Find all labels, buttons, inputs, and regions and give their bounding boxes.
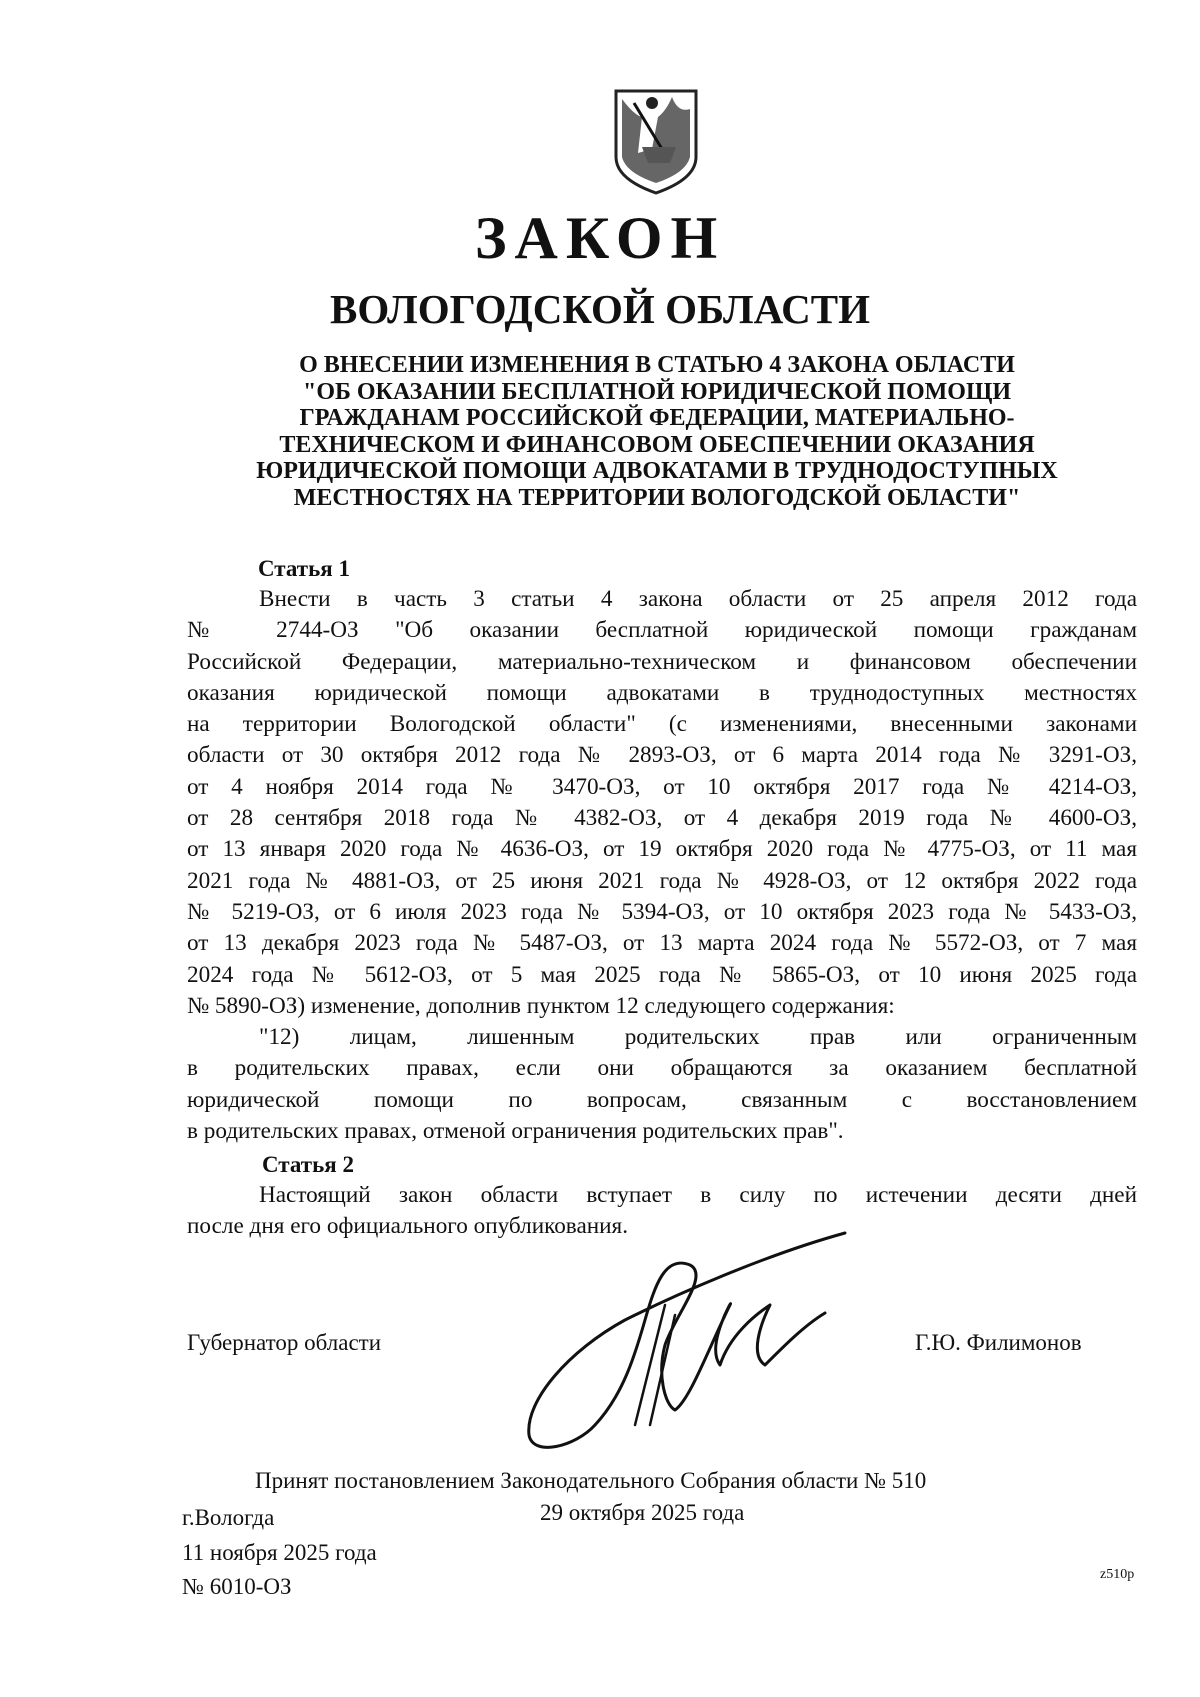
text-line: № 5219-ОЗ, от 6 июля 2023 года № 5394-ОЗ, от 10 октября 2023 года № 5433-ОЗ, [187,898,1137,925]
subject-line: О ВНЕСЕНИИ ИЗМЕНЕНИЯ В СТАТЬЮ 4 ЗАКОНА ОБЛАСТИ [299,352,1015,378]
region-title: ВОЛОГОДСКОЙ ОБЛАСТИ [329,286,871,332]
article-1-body [187,584,1137,1147]
law-number: № 6010-ОЗ [182,1574,292,1599]
text-line: области от 30 октября 2012 года № 2893-ОЗ, от 6 марта 2014 года № 3291-ОЗ, [187,742,1137,769]
adoption-note: Принят постановлением Законодательного Собрания области № 510 [255,1468,927,1493]
subject-line: МЕСТНОСТЯХ НА ТЕРРИТОРИИ ВОЛОГОДСКОЙ ОБЛАСТИ" [293,484,1021,511]
document-code: z510p [1100,1567,1135,1582]
text-line: в родительских правах, отменой ограничения родительских прав". [187,1118,844,1145]
text-line: от 28 сентября 2018 года № 4382-ОЗ, от 4 декабря 2019 года № 4600-ОЗ, [187,805,1137,832]
document-title: ЗАКОН [474,205,726,271]
subject-line: ЮРИДИЧЕСКОЙ ПОМОЩИ АДВОКАТАМИ В ТРУДНОДОСТУПНЫХ [256,458,1058,484]
text-line: "12) лицам, лишенным родительских прав или ограниченным [259,1024,1137,1051]
article-2-heading: Статья 2 [262,1152,354,1177]
place-city: г.Вологда [182,1505,275,1530]
adoption-date: 29 октября 2025 года [540,1500,745,1525]
text-line: в родительских правах, если они обращаются за оказанием бесплатной [187,1055,1137,1082]
signatory-name: Г.Ю. Филимонов [915,1330,1082,1355]
handwritten-signature [515,1225,855,1455]
text-line: Российской Федерации, материально-техническом и финансовом обеспечении [187,648,1137,675]
text-line: № 2744-ОЗ "Об оказании бесплатной юридической помощи гражданам [187,617,1137,644]
text-line: от 13 января 2020 года № 4636-ОЗ, от 19 октября 2020 года № 4775-ОЗ, от 11 мая [187,836,1137,863]
subject-line: ТЕХНИЧЕСКОМ И ФИНАНСОВОМ ОБЕСПЕЧЕНИИ ОКАЗАНИЯ [279,431,1035,458]
subject-line: "ОБ ОКАЗАНИИ БЕСПЛАТНОЙ ЮРИДИЧЕСКОЙ ПОМОЩИ [303,378,1011,405]
text-line: юридической помощи по вопросам, связанным с восстановлением [187,1086,1137,1113]
signatory-position: Губернатор области [187,1330,382,1355]
text-line: Настоящий закон области вступает в силу по истечении десяти дней [259,1182,1137,1208]
subject-line: ГРАЖДАНАМ РОССИЙСКОЙ ФЕДЕРАЦИИ, МАТЕРИАЛЬНО- [299,405,1015,431]
article-1-heading: Статья 1 [258,556,350,581]
text-line: после дня его официального опубликования. [187,1213,629,1240]
text-line: № 5890-ОЗ) изменение, дополнив пунктом 12 следующего содержания: [187,992,895,1019]
text-line: на территории Вологодской области" (с изменениями, внесенными законами [187,711,1137,738]
text-line: 2024 года № 5612-ОЗ, от 5 мая 2025 года № 5865-ОЗ, от 10 июня 2025 года [187,961,1137,988]
text-line: оказания юридической помощи адвокатами в труднодоступных местностях [187,679,1137,706]
law-subject [182,352,1132,511]
text-line: 2021 года № 4881-ОЗ, от 25 июня 2021 года № 4928-ОЗ, от 12 октября 2022 года [187,867,1137,894]
text-line: от 4 ноября 2014 года № 3470-ОЗ, от 10 октября 2017 года № 4214-ОЗ, [187,773,1137,800]
text-line: Внести в часть 3 статьи 4 закона области от 25 апреля 2012 года [259,586,1137,612]
coat-of-arms-icon [612,87,700,197]
text-line: от 13 декабря 2023 года № 5487-ОЗ, от 13 марта 2024 года № 5572-ОЗ, от 7 мая [187,930,1137,957]
law-date: 11 ноября 2025 года [182,1540,377,1565]
